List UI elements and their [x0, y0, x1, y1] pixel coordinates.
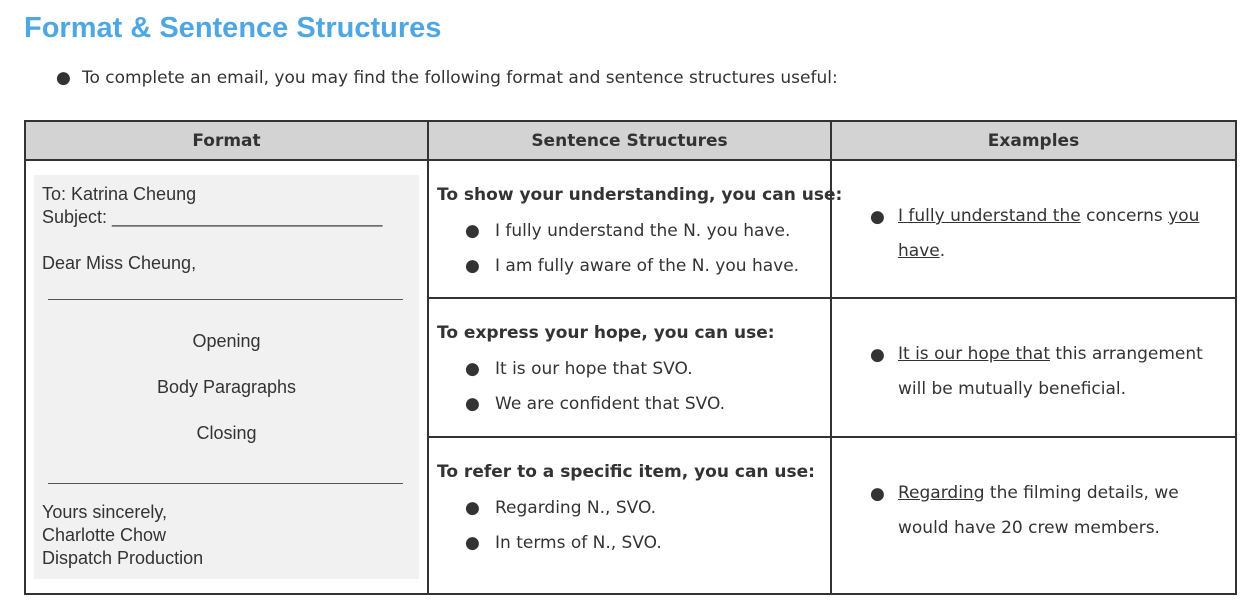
- example-text: [898, 337, 1215, 407]
- bullet-icon: ●: [465, 497, 480, 518]
- header-examples: Examples: [831, 121, 1236, 160]
- example-cell: [831, 298, 1236, 436]
- bullet-icon: ●: [465, 221, 480, 241]
- format-greeting: Dear Miss Cheung,: [42, 253, 197, 273]
- example-underlined-phrase: It is our hope that: [898, 344, 1050, 365]
- bullet-icon: ●: [465, 256, 480, 276]
- table-row: [25, 160, 1236, 298]
- example-underlined-phrase: you have: [898, 206, 1200, 261]
- bullet-icon: ●: [56, 68, 71, 88]
- header-format: Format: [25, 121, 428, 160]
- structure-cell: [428, 160, 843, 298]
- structure-item-text: It is our hope that SVO.: [495, 359, 693, 380]
- structure-item-text: We are confident that SVO.: [495, 394, 726, 415]
- example-plain-text: .: [939, 241, 946, 261]
- example-text: [898, 199, 1215, 269]
- bullet-icon: ●: [465, 394, 480, 415]
- structure-heading: To refer to a specific item, you can use:: [437, 461, 815, 482]
- structure-item-text: In terms of N., SVO.: [495, 532, 662, 553]
- example-plain-text: concerns: [1080, 206, 1169, 226]
- structure-item-text: I fully understand the N. you have.: [495, 221, 791, 241]
- example-plain-text: the filming details, we would have 20 crew members.: [898, 482, 1179, 538]
- format-signoff: Yours sincerely,: [42, 502, 168, 522]
- structure-heading: To express your hope, you can use:: [437, 323, 775, 344]
- example-cell: [831, 160, 1236, 298]
- divider: [48, 483, 403, 484]
- format-to-line: To: Katrina Cheung: [42, 184, 197, 204]
- example-underlined-phrase: I fully understand the: [898, 206, 1081, 226]
- structure-item-text: I am fully aware of the N. you have.: [495, 256, 800, 276]
- email-format-template: [34, 175, 419, 579]
- format-cell: [25, 160, 428, 594]
- bullet-icon: ●: [465, 359, 480, 380]
- example-underlined-phrase: Regarding: [898, 482, 985, 503]
- format-body-paragraphs: Body Paragraphs: [156, 377, 297, 397]
- format-closing: Closing: [196, 423, 257, 443]
- example-plain-text: this arrangement will be mutually beneficial.: [898, 344, 1203, 400]
- divider: [48, 299, 403, 300]
- structure-cell: [428, 298, 831, 436]
- format-table: [24, 120, 1237, 595]
- bullet-icon: ●: [870, 207, 885, 227]
- table-header-row: [25, 121, 1236, 160]
- header-sentence-structures: Sentence Structures: [428, 121, 831, 160]
- format-company: Dispatch Production: [42, 548, 204, 568]
- format-sender-name: Charlotte Chow: [42, 525, 167, 545]
- bullet-icon: ●: [870, 483, 885, 504]
- structure-item-text: Regarding N., SVO.: [495, 497, 657, 518]
- example-text: [898, 476, 1215, 546]
- example-cell: [831, 437, 1236, 594]
- intro-text: To complete an email, you may find the following format and sentence structures useful:: [82, 68, 838, 88]
- format-subject-line: Subject: ___________________________: [42, 207, 383, 227]
- format-opening: Opening: [192, 331, 261, 351]
- page-title: Format & Sentence Structures: [24, 12, 442, 44]
- bullet-icon: ●: [870, 345, 885, 366]
- bullet-icon: ●: [465, 532, 480, 553]
- structure-heading: To show your understanding, you can use:: [437, 185, 843, 205]
- structure-cell: [428, 437, 831, 594]
